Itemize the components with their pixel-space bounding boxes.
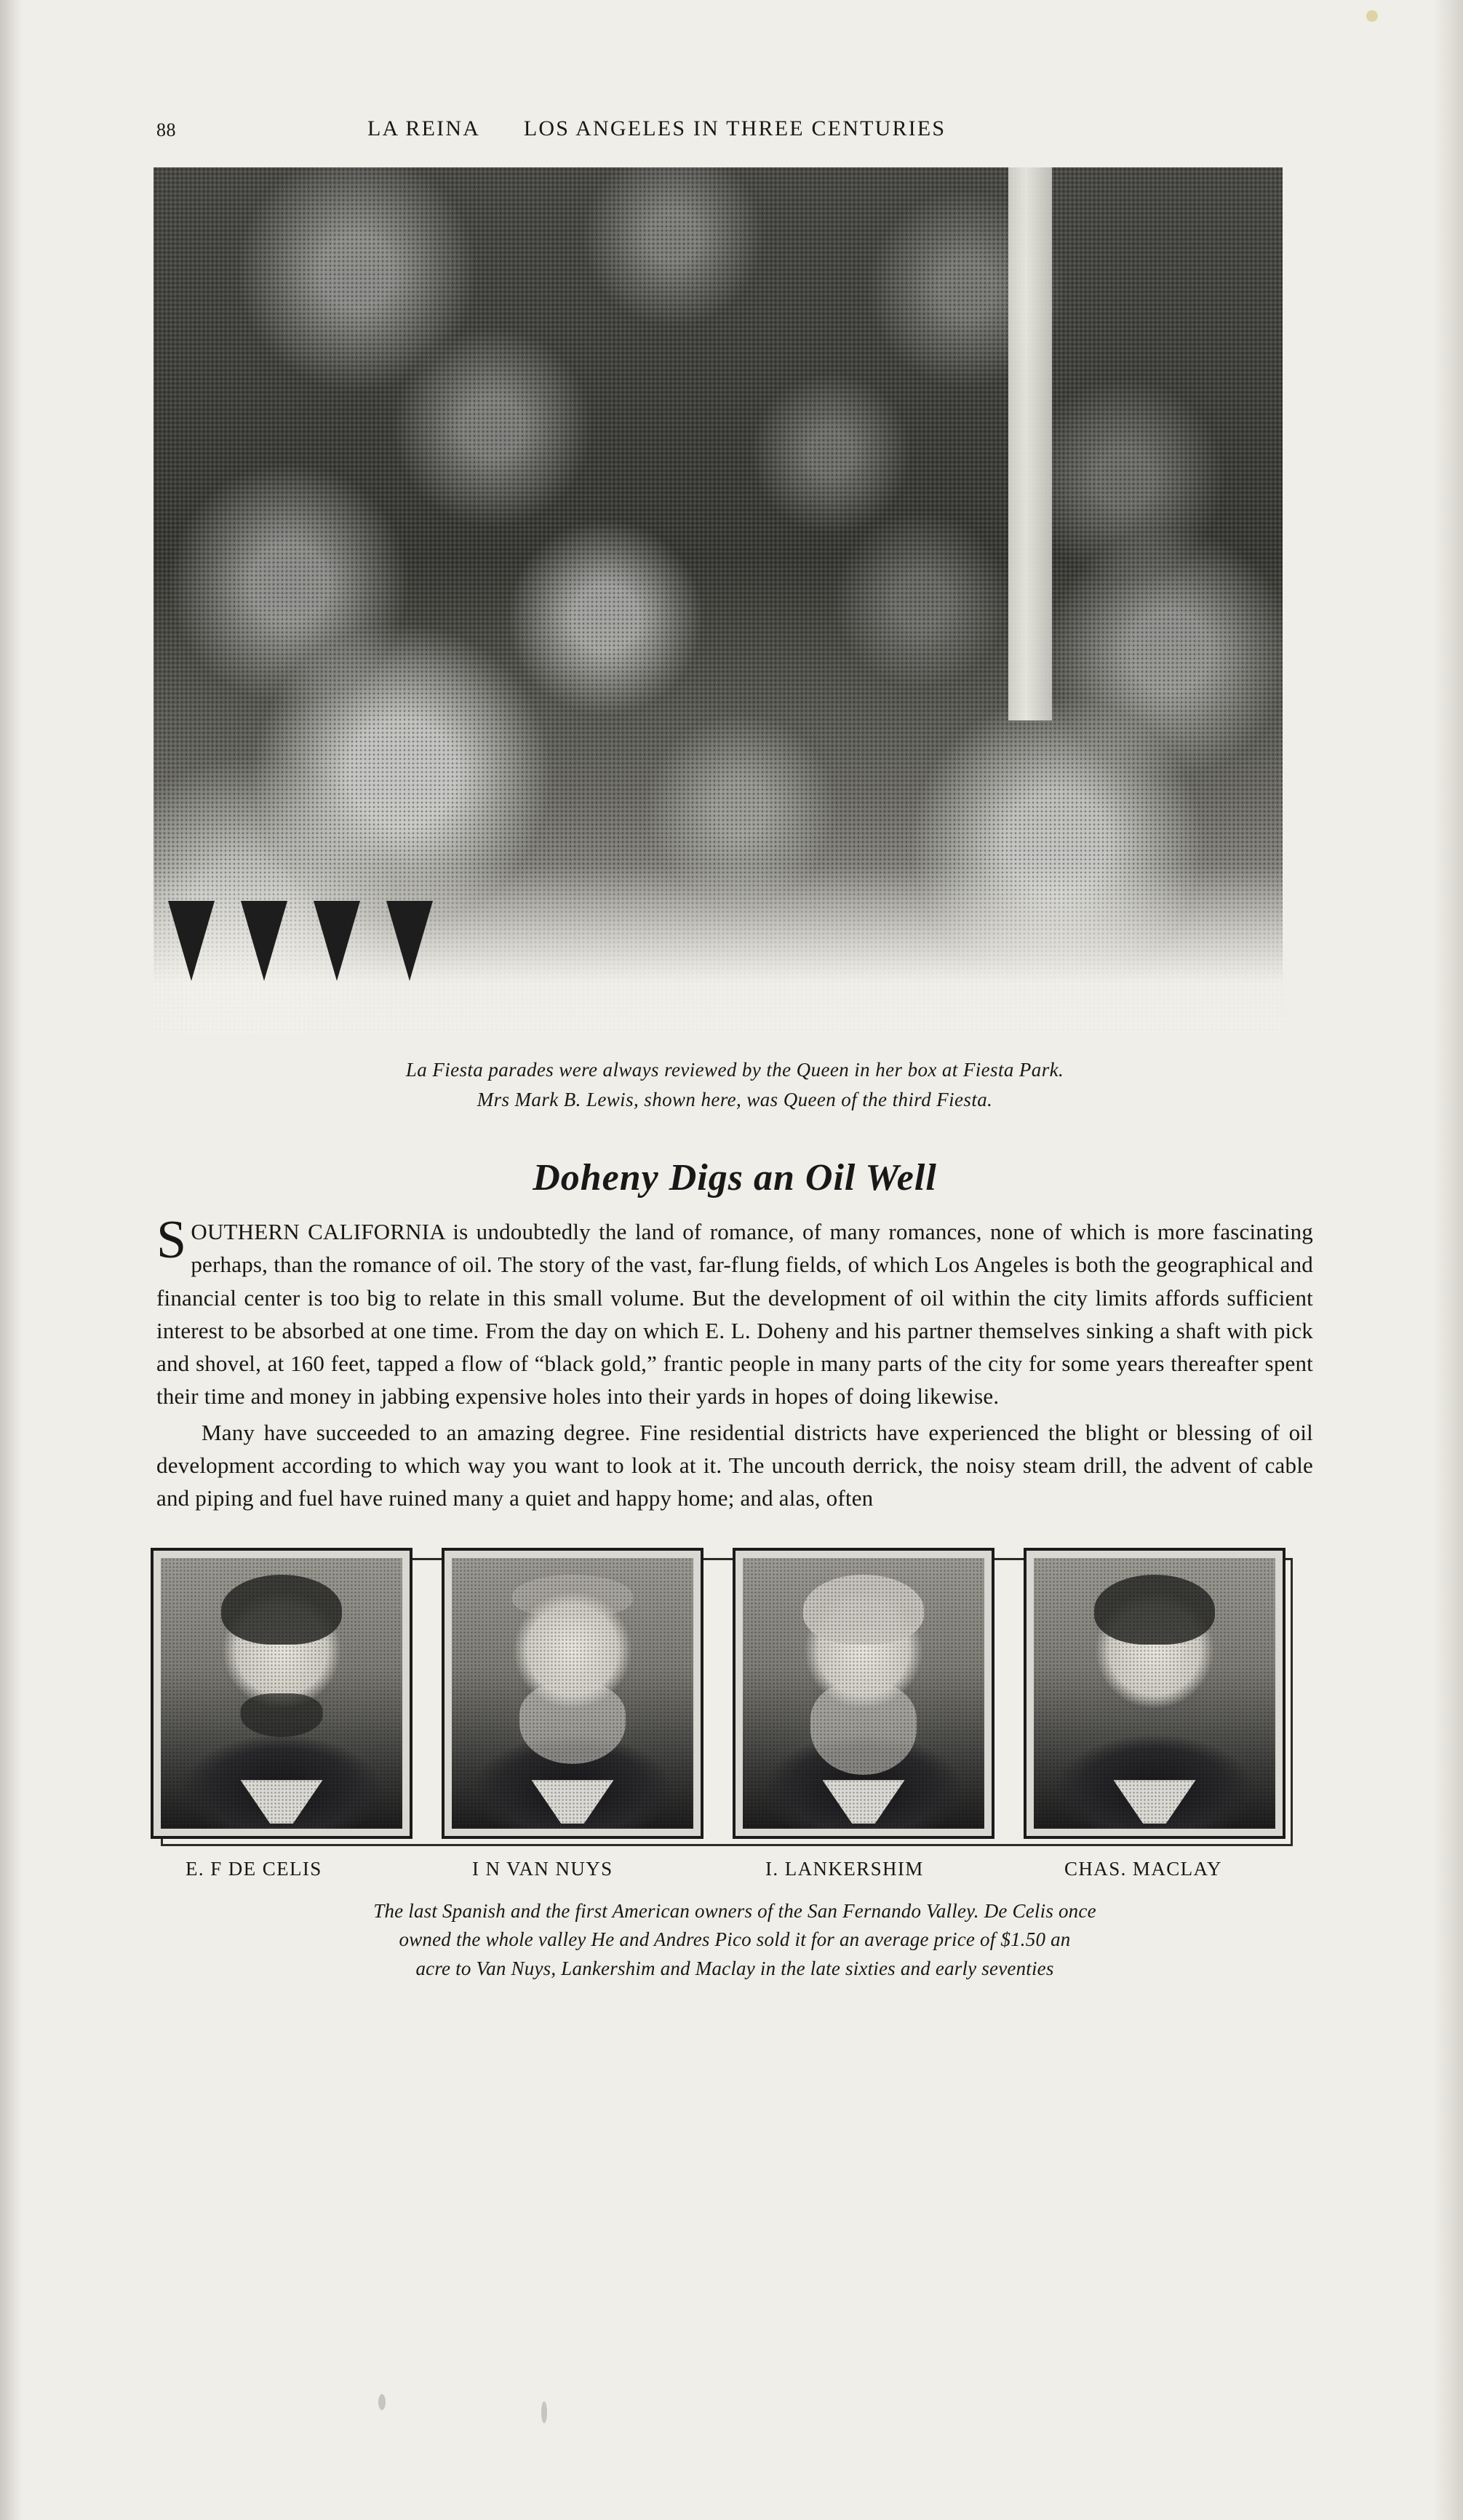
paragraph-1-text: OUTHERN CALIFORNIA is undoubtedly the land of romance, of many romances, none of which is more fascinating perhaps, than the romance of oil. The story of the vast, far-flung fields, of which Los Angeles is both the geographical and financial center is too big to relate in this small volume. But the development of oil within the city limits affords sufficient interest to be absorbed at one time. From the day on which E. L. Doheny and his partner themselves sinking a shaft with pick and shovel, at 160 feet, tapped a flow of “black gold,” frantic people in many parts of the city for some years thereafter spent their time and money in jabbing expensive holes into their yards in hopes of doing likewise. bbox=[156, 1219, 1313, 1410]
photo-bunting bbox=[168, 894, 510, 981]
portrait-image bbox=[452, 1558, 693, 1829]
photo-pillar bbox=[1008, 167, 1052, 720]
portrait-name-de-celis: E. F DE CELIS bbox=[186, 1858, 322, 1880]
article-title: Doheny Digs an Oil Well bbox=[533, 1157, 937, 1199]
paragraph-2: Many have succeeded to an amazing degree. Fine residential districts have experienced the blight or blessing of oil development according to which way you want to look at it. The uncouth derrick, the noisy steam drill, the advent of cable and piping and fuel have ruined many a quiet and happy home; and alas, often bbox=[156, 1419, 1313, 1511]
portrait-name-lankershim: I. LANKERSHIM bbox=[765, 1858, 924, 1880]
portrait-name-van-nuys: I N VAN NUYS bbox=[472, 1858, 613, 1880]
running-head-right: LOS ANGELES IN THREE CENTURIES bbox=[523, 116, 946, 140]
top-photo-caption-line-2: Mrs Mark B. Lewis, shown here, was Queen of the third Fiesta. bbox=[477, 1088, 993, 1110]
portrait-image bbox=[161, 1558, 402, 1829]
portrait-name-row bbox=[151, 1858, 1285, 1887]
portrait-caption-line-3: acre to Van Nuys, Lankershim and Maclay in the late sixties and early seventies bbox=[415, 1957, 1054, 1979]
portrait-de-celis bbox=[151, 1548, 412, 1839]
portrait-caption bbox=[193, 1897, 1277, 1982]
portrait-name-maclay: CHAS. MACLAY bbox=[1064, 1858, 1222, 1880]
page-content bbox=[156, 109, 1313, 1983]
portrait-halftone-screen bbox=[161, 1558, 402, 1829]
portrait-lankershim bbox=[733, 1548, 994, 1839]
paper-speck bbox=[378, 2394, 386, 2410]
top-photo-caption bbox=[262, 1055, 1208, 1114]
paper-speck bbox=[541, 2401, 547, 2423]
drop-cap: S bbox=[156, 1210, 187, 1270]
portrait-image bbox=[743, 1558, 984, 1829]
portrait-caption-line-1: The last Spanish and the first American owners of the San Fernando Valley. De Celis once bbox=[373, 1900, 1096, 1923]
page-number: 88 bbox=[156, 119, 176, 140]
portrait-halftone-screen bbox=[1034, 1558, 1275, 1829]
portrait-row bbox=[151, 1548, 1285, 1839]
portrait-maclay bbox=[1024, 1548, 1285, 1839]
running-head-left: LA REINA bbox=[367, 116, 479, 140]
portrait-van-nuys bbox=[442, 1548, 703, 1839]
paragraph-1 bbox=[156, 1210, 1313, 1413]
running-head bbox=[156, 109, 1313, 153]
portrait-caption-line-2: owned the whole valley He and Andres Pico sold it for an average price of $1.50 an bbox=[399, 1928, 1071, 1951]
portrait-halftone-screen bbox=[743, 1558, 984, 1829]
fiesta-crowd-photo bbox=[154, 167, 1283, 1033]
top-photo-caption-line-1: La Fiesta parades were always reviewed by the Queen in her box at Fiesta Park. bbox=[405, 1059, 1064, 1081]
article-body bbox=[156, 1210, 1313, 1514]
paper-speck bbox=[1366, 10, 1378, 22]
portrait-halftone-screen bbox=[452, 1558, 693, 1829]
running-head-title bbox=[367, 116, 946, 141]
portrait-image bbox=[1034, 1558, 1275, 1829]
